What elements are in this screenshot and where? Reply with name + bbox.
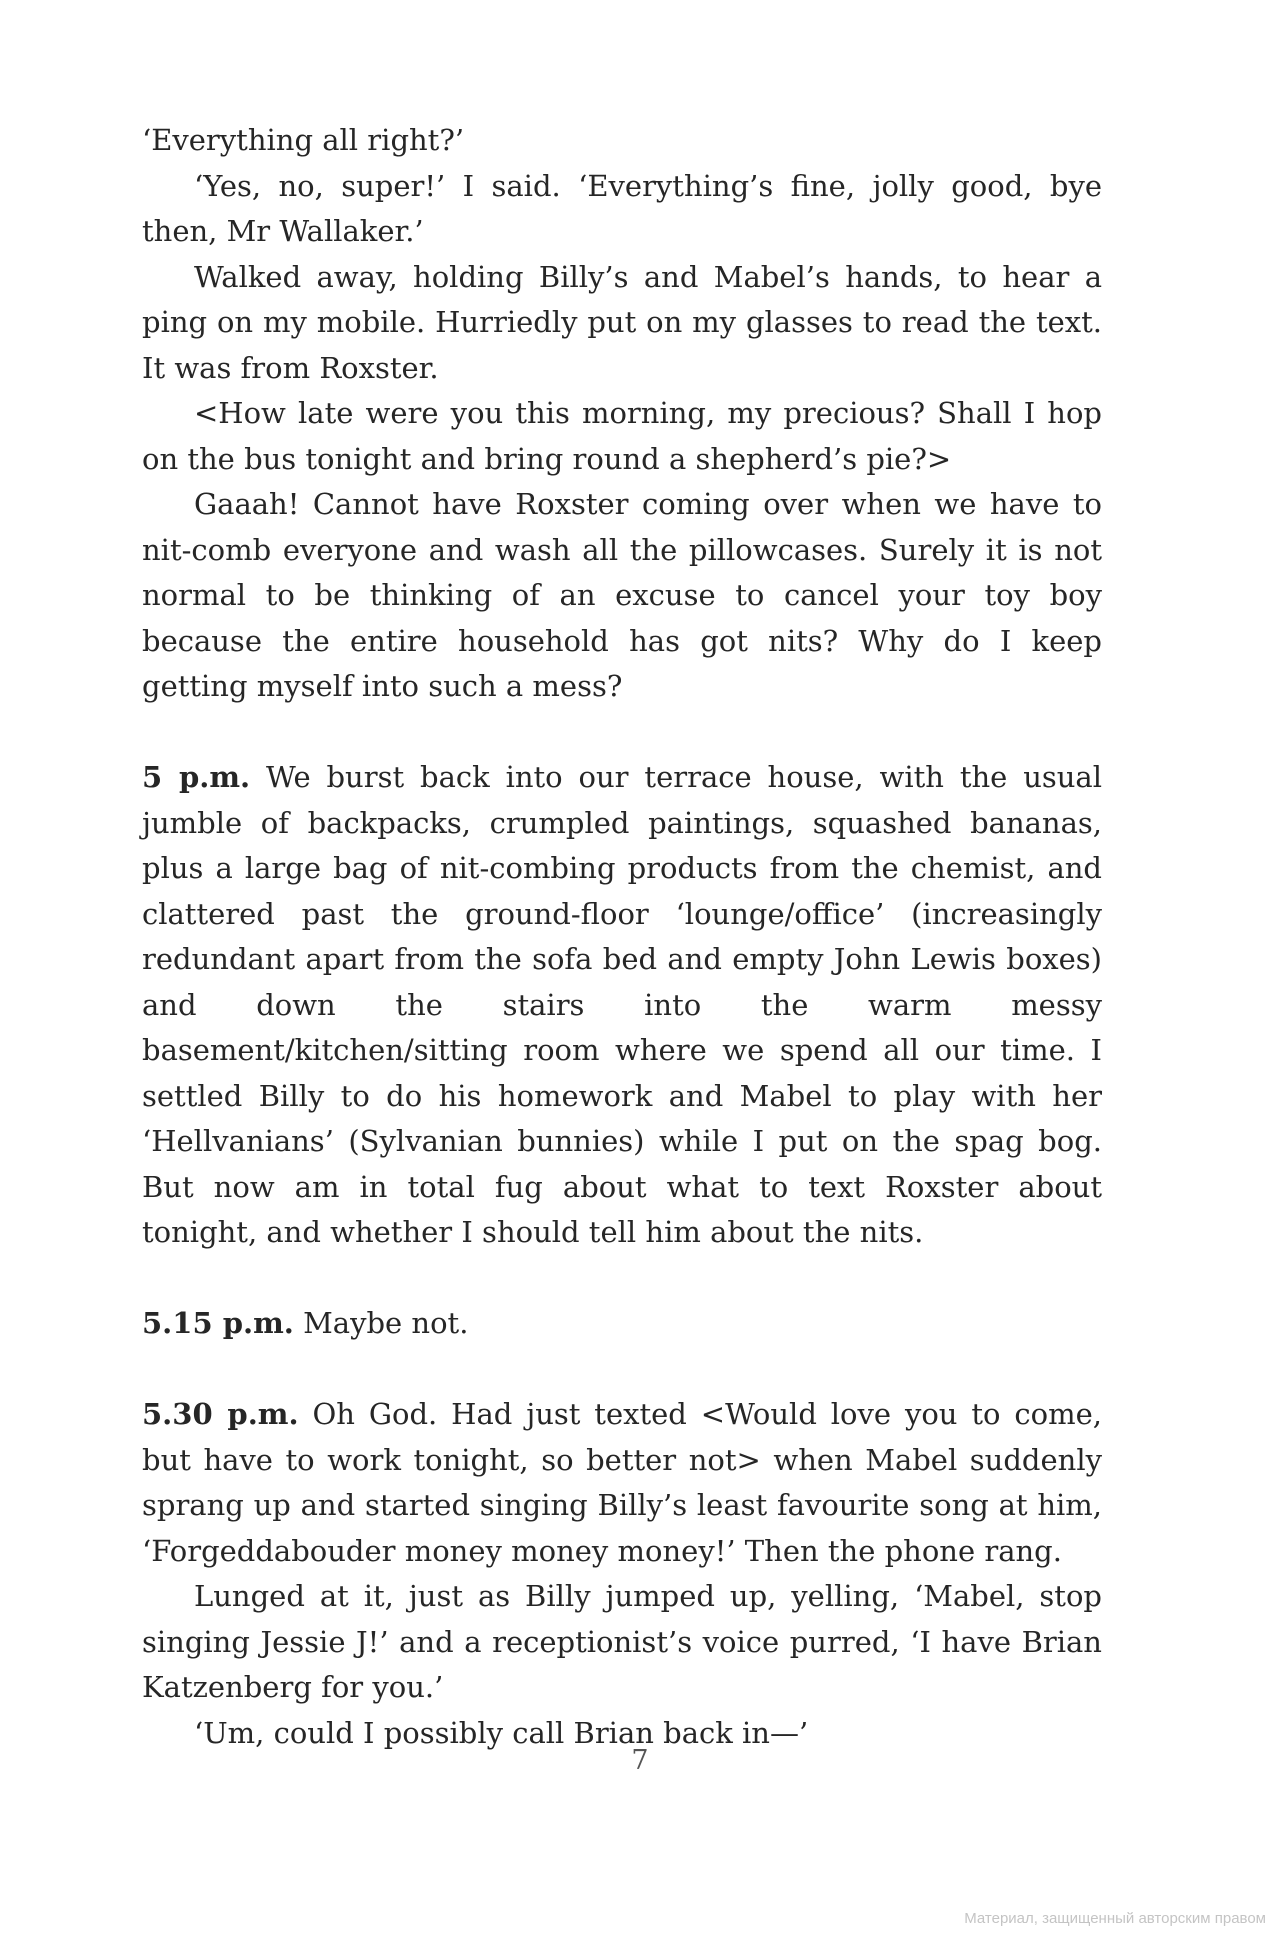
entry-time: 5.30 p.m. bbox=[142, 1397, 299, 1431]
copyright-watermark: Материал, защищенный авторским правом bbox=[964, 1910, 1266, 1927]
section-gap bbox=[142, 710, 1102, 756]
paragraph: ‘Yes, no, super!’ I said. ‘Everything’s fine, jolly good, bye then, Mr Wallaker.’ bbox=[142, 168, 1102, 248]
section-gap bbox=[142, 1347, 1102, 1393]
paragraph: Lunged at it, just as Billy jumped up, yelling, ‘Mabel, stop singing Jessie J!’ and a receptionist’s voice purred, ‘I have Brian Katzenberg for you.’ bbox=[142, 1579, 1102, 1704]
entry-text: Oh God. Had just texted <Would love you to come, but have to work tonight, so better not> when Mabel suddenly sprang up and started singing Billy’s least favourite song at him, ‘Forgeddabouder money money money!’ Then the phone rang. bbox=[142, 1397, 1102, 1568]
page-number: 7 bbox=[631, 1745, 649, 1776]
entry-text: We burst back into our terrace house, with the usual jumble of backpacks, crumpled paintings, squashed bananas, plus a large bag of nit-combing products from the chemist, and clattered past the ground-floor ‘lounge/office’ (increasingly redundant apart from the sofa bed and empty John Lewis boxes) and down the stairs into the warm messy basement/kitchen/sitting room where we spend all our time. I settled Billy to do his homework and Mabel to play with her ‘Hellvanians’ (Sylvanian bunnies) while I put on the spag bog. But now am in total fug about what to text Roxster about tonight, and whether I should tell him about the nits. bbox=[142, 760, 1102, 1249]
entry-time: 5 p.m. bbox=[142, 760, 251, 794]
page-body bbox=[142, 118, 1102, 1756]
section-gap bbox=[142, 1256, 1102, 1302]
paragraph: Gaaah! Cannot have Roxster coming over when we have to nit-comb everyone and wash all the pillowcases. Surely it is not normal to be thinking of an excuse to cancel your toy boy because the entire household has got nits? Why do I keep getting myself into such a mess? bbox=[142, 487, 1102, 703]
entry-text: Maybe not. bbox=[303, 1306, 469, 1340]
diary-entry-5pm bbox=[142, 755, 1102, 1256]
paragraph: ‘Um, could I possibly call Brian back in—’ bbox=[194, 1715, 809, 1750]
entry-time: 5.15 p.m. bbox=[142, 1306, 294, 1340]
paragraph: <How late were you this morning, my precious? Shall I hop on the bus tonight and bring round a shepherd’s pie?> bbox=[142, 396, 1102, 476]
paragraph: Walked away, holding Billy’s and Mabel’s hands, to hear a ping on my mobile. Hurriedly put on my glasses to read the text. It was from Roxster. bbox=[142, 259, 1102, 385]
diary-entry-515pm bbox=[142, 1301, 1102, 1347]
paragraph: ‘Everything all right?’ bbox=[142, 123, 465, 157]
diary-entry-530pm bbox=[142, 1392, 1102, 1574]
